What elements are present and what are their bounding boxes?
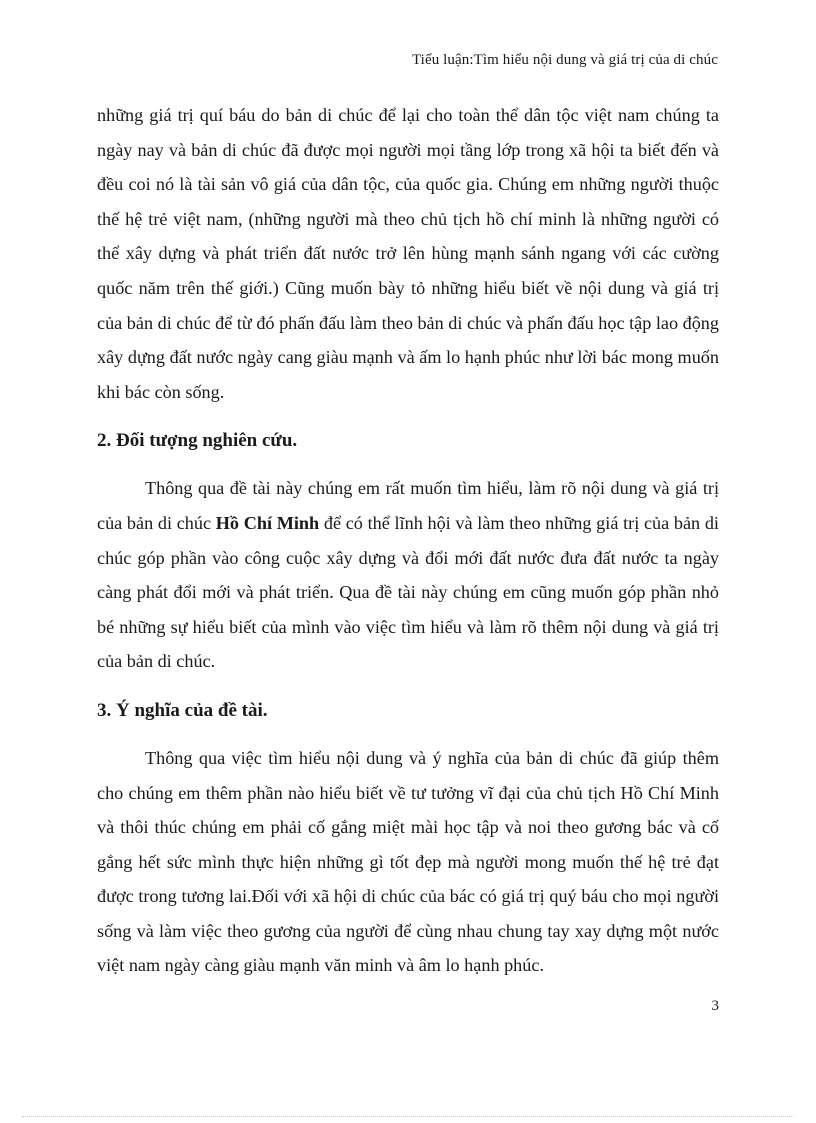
header-divider	[97, 82, 717, 83]
section-3-heading: 3. Ý nghĩa của đề tài.	[97, 699, 268, 721]
section-3-paragraph: Thông qua việc tìm hiểu nội dung và ý nghĩa của bản di chúc đã giúp thêm cho chúng em thêm phần nào hiểu biết về tư tưởng vĩ đại của chủ tịch Hồ Chí Minh và thôi thúc chúng em phải cố gắng miệt mài học tập và noi theo gương bác và cố gắng hết sức mình thực hiện những gì tốt đẹp mà người mong muốn thế hệ trẻ đạt được trong tương lai.Đối với xã hội di chúc của bác có giá trị quý báu cho mọi người sống và làm việc theo gương của người để cùng nhau chung tay xay dựng một nước việt nam ngày càng giàu mạnh văn minh và âm lo hạnh phúc.	[97, 747, 719, 976]
intro-paragraph: những giá trị quí báu do bản di chúc để lại cho toàn thể dân tộc việt nam chúng ta ngày nay và bản di chúc đã được mọi người mọi tầng lớp trong xã hội ta biết đến và đều coi nó là tài sản vô giá của dân tộc, của quốc gia. Chúng em những người thuộc thế hệ trẻ việt nam, (những người mà theo chủ tịch hồ chí minh là những người có thể xây dựng và phát triển đất nước trở lên hùng mạnh sánh ngang với các cường quốc năm trên thế giới.) Cũng muốn bày tỏ những hiểu biết về nội dung và giá trị của bản di chúc để từ đó phấn đấu làm theo bản di chúc và phấn đấu học tập lao động xây dựng đất nước ngày cang giàu mạnh và ấm lo hạnh phúc như lời bác mong muốn khi bác còn sống.	[97, 105, 719, 402]
section-2-heading: 2. Đối tượng nghiên cứu.	[97, 430, 298, 452]
section-2-paragraph	[97, 471, 719, 679]
section-2-bold-name: Hồ Chí Minh	[215, 512, 320, 533]
document-body	[97, 98, 719, 983]
page-number: 3	[711, 998, 719, 1014]
page-bottom-dotted-border	[22, 1116, 794, 1117]
section-2-text-before: Thông qua đề tài này chúng em rất muốn tìm hiểu, làm rõ nội dung và giá trị của bản di chúc	[97, 478, 719, 533]
running-header: Tiểu luận:Tìm hiểu nội dung và giá trị của di chúc	[411, 52, 718, 68]
section-2-text-after: để có thể lĩnh hội và làm theo những giá trị của bản di chúc góp phần vào công cuộc xây dựng và đổi mới đất nước đưa đất nước ta ngày càng phát đổi mới và phát triển. Qua đề tài này chúng em cũng muốn góp phần nhỏ bé những sự hiểu biết của mình vào việc tìm hiểu và làm rõ thêm nội dung và giá trị của bản di chúc.	[97, 512, 719, 672]
